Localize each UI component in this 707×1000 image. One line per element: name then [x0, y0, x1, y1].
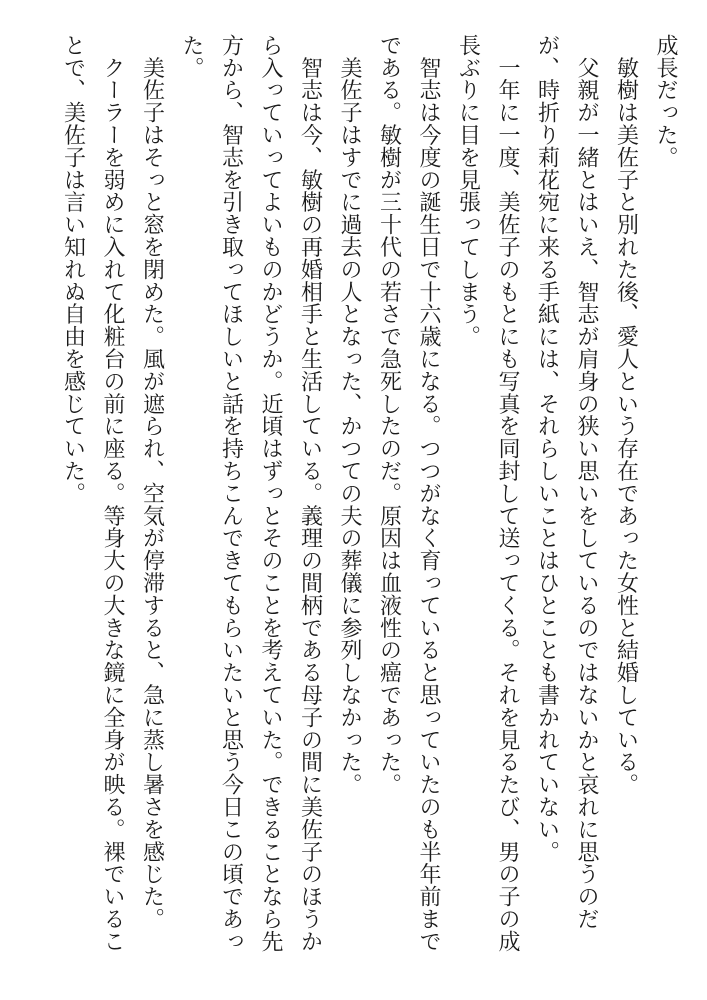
text-line: とで、美佐子は言い知れぬ自由を感じていた。: [60, 34, 86, 505]
text-line: クーラーを弱めに入れて化粧台の前に座る。等身大の大きな鏡に全身が映る。裸でいるこ: [100, 34, 125, 953]
vertical-text-body: [53, 34, 685, 984]
text-line: 美佐子はすでに過去の人となった、かつての夫の葬儀に参列しなかった。: [337, 34, 362, 796]
text-line: た。: [179, 34, 204, 79]
text-line: 智志は今度の誕生日で十六歳になる。つつがなく育っていると思っていたのも半年前まで: [416, 34, 441, 953]
text-line: 成長だった。: [653, 34, 678, 169]
text-line: 方から、智志を引き取ってほしいと話を持ちこんできてもらいたいと思う今日この頃であっ: [218, 34, 244, 953]
text-line: 美佐子はそっと窓を閉めた。風が遮られ、空気が停滞すると、急に蒸し暑さを感じた。: [139, 34, 165, 930]
text-line: 一年に一度、美佐子のもとにも写真を同封して送ってくる。それを見るたび、男の子の成: [495, 34, 520, 953]
text-line: である。敏樹が三十代の若さで急死したのだ。原因は血液性の癌であった。: [376, 34, 402, 796]
text-line: 智志は今、敏樹の再婚相手と生活している。義理の間柄である母子の間に美佐子のほうか: [297, 34, 323, 953]
text-line: 父親が一緒とはいえ、智志が肩身の狭い思いをしているのではないかと哀れに思うのだ: [574, 34, 599, 930]
text-line: が、時折り莉花宛に来る手紙には、それらしいことはひとことも書かれていない。: [534, 34, 560, 863]
text-line: 敏樹は美佐子と別れた後、愛人という存在であった女性と結婚している。: [613, 34, 639, 796]
text-line: 長ぶりに目を見張ってしまう。: [455, 34, 481, 348]
text-line: ら入っていってよいものかどうか。近頃はずっとそのことを考えていた。できることなら先: [258, 34, 283, 953]
